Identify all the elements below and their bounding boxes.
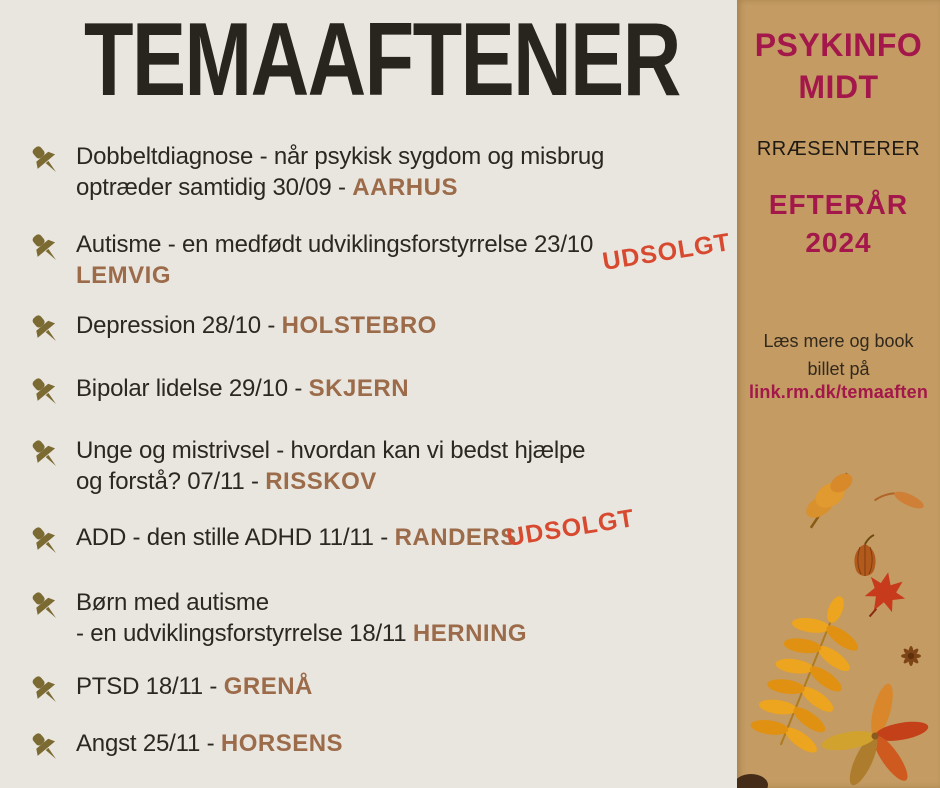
pushpin-icon: [28, 374, 62, 410]
maple-leaf-icon: [861, 569, 910, 623]
event-city: HORSENS: [220, 730, 344, 757]
event-text: [76, 310, 437, 341]
event-text: [76, 671, 313, 702]
small-leaf-icon: [875, 482, 926, 520]
presents-label: RRÆSENTERER: [756, 138, 921, 160]
season-line1: EFTERÅR: [768, 189, 909, 220]
chestnut-icon: [737, 774, 768, 788]
event-city: HOLSTEBRO: [281, 312, 437, 339]
event-city: RISSKOV: [265, 468, 377, 495]
star-anise-icon: [901, 646, 921, 666]
event-date: - en udviklingsforstyrrelse 18/11: [76, 620, 413, 647]
event-title: ADD - den stille ADHD 11/11 -: [76, 524, 395, 551]
event-text: [76, 522, 517, 553]
brand-title: [737, 24, 940, 108]
sidebar-panel: [737, 0, 940, 788]
event-title: Unge og mistrivsel - hvordan kan vi bedst hjælpe: [76, 437, 586, 464]
event-text: [76, 229, 593, 291]
event-text: [76, 728, 343, 759]
event-text: [76, 141, 604, 203]
pushpin-icon: [28, 142, 62, 178]
booking-info-text: [737, 327, 940, 383]
soldout-stamp: UDSOLGT: [504, 504, 637, 552]
season-title: [737, 186, 940, 262]
event-city: GRENÅ: [223, 673, 313, 700]
event-city: LEMVIG: [76, 262, 172, 289]
event-title: Depression 28/10 -: [76, 312, 282, 339]
pushpin-icon: [28, 311, 62, 347]
event-title: PTSD 18/11 -: [76, 673, 224, 700]
event-date: optræder samtidig 30/09 -: [76, 174, 353, 201]
event-text: [76, 587, 527, 649]
event-item-bipolar: [28, 373, 718, 410]
event-title: Bipolar lidelse 29/10 -: [76, 375, 309, 402]
event-text: [76, 373, 409, 404]
season-line2: 2024: [805, 227, 872, 258]
pushpin-icon: [28, 230, 62, 266]
brand-line1: PSYKINFO: [754, 27, 923, 63]
physalis-icon: [854, 535, 875, 576]
page-title: TEMAAFTENER: [84, 2, 680, 118]
booking-link[interactable]: link.rm.dk/temaaften: [748, 382, 929, 402]
event-text: [76, 435, 585, 497]
event-item-depression: [28, 310, 718, 347]
pushpin-icon: [28, 672, 62, 708]
event-title: Autisme - en medfødt udviklingsforstyrrelse 23/10: [76, 231, 594, 258]
brand-line2: MIDT: [798, 69, 879, 105]
event-item-born-med-autisme: [28, 587, 718, 649]
booking-info-line2: billet på: [807, 359, 870, 379]
pushpin-icon: [28, 523, 62, 559]
event-city: SKJERN: [308, 375, 410, 402]
event-date: og forstå? 07/11 -: [76, 468, 266, 495]
event-title: Børn med autisme: [76, 589, 269, 616]
autumn-decoration: [737, 440, 940, 788]
event-item-ptsd: [28, 671, 718, 708]
pushpin-icon: [28, 588, 62, 624]
event-city: RANDERS: [394, 524, 517, 551]
event-item-angst: [28, 728, 718, 765]
event-item-unge-mistrivsel: [28, 435, 718, 497]
pushpin-icon: [28, 729, 62, 765]
soldout-stamp: UDSOLGT: [600, 228, 733, 276]
event-title: Dobbeltdiagnose - når psykisk sygdom og misbrug: [76, 143, 605, 170]
pushpin-icon: [28, 436, 62, 472]
leaf-cluster-icon: [820, 682, 929, 788]
event-city: HERNING: [412, 620, 528, 647]
oak-leaf-icon: [795, 470, 863, 528]
event-city: AARHUS: [352, 174, 458, 201]
event-item-dobbeltdiagnose: [28, 141, 718, 203]
event-title: Angst 25/11 -: [76, 730, 221, 757]
booking-info-line1: Læs mere og book: [763, 331, 914, 351]
